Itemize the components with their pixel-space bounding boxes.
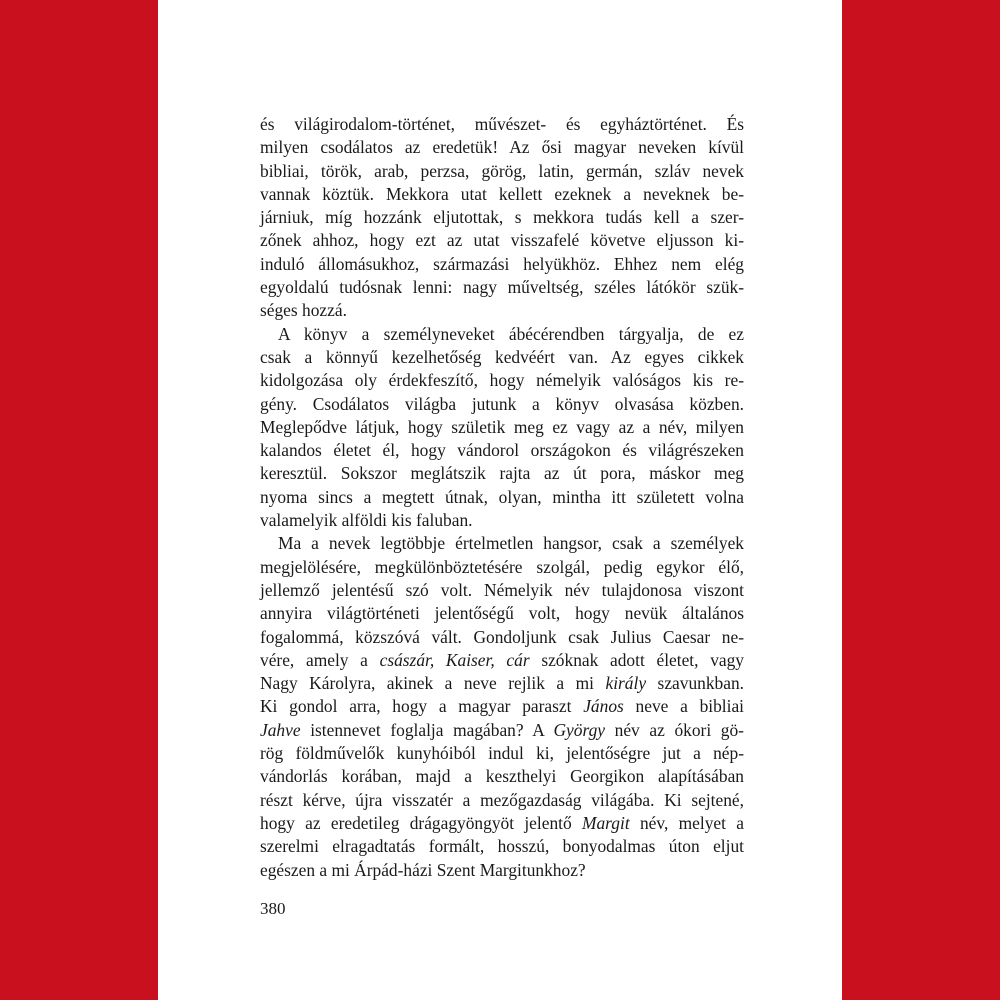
text-line: csak a könnyű kezelhetőség kedvéért van. Az egyes cikkek xyxy=(260,346,744,367)
text-line: induló állomásukhoz, származási helyükhöz. Ehhez nem elég xyxy=(260,253,744,274)
paragraph-1 xyxy=(260,113,744,323)
book-page xyxy=(158,0,842,1000)
text-run: név az ókori gö- xyxy=(605,719,744,740)
text-line: A könyv a személyneveket ábécérendben tárgyalja, de ez xyxy=(278,323,744,344)
text-line: és világirodalom-történet, művészet- és egyháztörténet. És xyxy=(260,114,744,134)
text-line: bibliai, török, arab, perzsa, görög, latin, germán, szláv nevek xyxy=(260,160,744,181)
text-line: járniuk, míg hozzánk eljutottak, s mekkora tudás kell a szer- xyxy=(260,207,744,228)
text-line: milyen csodálatos az eredetük! Az ősi magyar neveken kívül xyxy=(260,137,744,158)
text-run: Nagy Károlyra, akinek a neve rejlik a mi xyxy=(260,673,606,694)
text-run: vére, amely a xyxy=(260,649,380,670)
text-line: fogalommá, közszóvá vált. Gondoljunk csak Julius Caesar ne- xyxy=(260,626,744,647)
text-line xyxy=(260,672,744,695)
text-line: séges hozzá. xyxy=(260,300,347,321)
text-run: neve a bibliai xyxy=(623,696,745,717)
italic-term: Jahve xyxy=(260,719,301,740)
text-run: hogy az eredetileg drágagyöngyöt jelentő xyxy=(260,812,582,833)
text-line: részt kérve, újra visszatér a mezőgazdaság világába. Ki sejtené, xyxy=(260,789,744,810)
text-line: Meglepődve látjuk, hogy születik meg ez vagy az a név, milyen xyxy=(260,416,744,437)
text-line: nyoma sincs a megtett útnak, olyan, mintha itt született volna xyxy=(260,486,744,507)
text-line: Ma a nevek legtöbbje értelmetlen hangsor, csak a személyek xyxy=(278,533,744,554)
text-line: jellemző jelentésű szó volt. Némelyik név tulajdonosa viszont xyxy=(260,579,744,600)
text-line xyxy=(260,695,744,718)
text-run: szóknak adott életet, vagy xyxy=(529,649,744,670)
text-line: zőnek ahhoz, hogy ezt az utat visszafelé követve eljusson ki- xyxy=(260,230,744,251)
text-run: istennevet foglalja magában? A xyxy=(300,719,554,740)
text-line: rög földművelők kunyhóiból indul ki, jelentőségre jut a nép- xyxy=(260,743,744,764)
body-text xyxy=(260,113,744,882)
paragraph-3 xyxy=(260,532,744,881)
text-line: vándorlás korában, majd a keszthelyi Georgikon alapításában xyxy=(260,766,744,787)
text-run: Ki gondol arra, hogy a magyar paraszt xyxy=(260,696,584,717)
text-run: szavunkban. xyxy=(646,673,745,694)
text-line xyxy=(260,719,744,742)
text-line: kidolgozása oly érdekfeszítő, hogy némelyik valóságos kis re- xyxy=(260,370,744,391)
text-line: gény. Csodálatos világba jutunk a könyv olvasása közben. xyxy=(260,393,744,414)
text-line: szerelmi elragadtatás formált, hosszú, bonyodalmas úton eljut xyxy=(260,836,744,857)
italic-term: császár, Kaiser, cár xyxy=(379,649,530,670)
text-line: vannak köztük. Mekkora utat kellett ezeknek a neveknek be- xyxy=(260,183,744,204)
italic-term: János xyxy=(583,696,624,717)
text-line: egyoldalú tudósnak lenni: nagy műveltség, széles látókör szük- xyxy=(260,277,744,298)
text-line: kalandos életet él, hogy vándorol országokon és világrészeken xyxy=(260,440,744,461)
text-line: megjelölésére, megkülönböztetésére szolgál, pedig egykor élő, xyxy=(260,556,744,577)
text-line xyxy=(260,649,744,672)
text-line: annyira világtörténeti jelentőségű volt, hogy nevük általános xyxy=(260,603,744,624)
text-run: név, melyet a xyxy=(629,812,744,833)
text-line xyxy=(260,812,744,835)
paragraph-2 xyxy=(260,323,744,533)
italic-term: György xyxy=(553,719,605,740)
text-line: valamelyik alföldi kis faluban. xyxy=(260,510,473,531)
page-number: 380 xyxy=(260,899,286,918)
text-line: keresztül. Sokszor meglátszik rajta az út pora, máskor meg xyxy=(260,463,744,484)
italic-term: király xyxy=(605,673,647,694)
text-line: egészen a mi Árpád-házi Szent Margitunkhoz? xyxy=(260,859,586,880)
italic-term: Margit xyxy=(582,812,630,833)
